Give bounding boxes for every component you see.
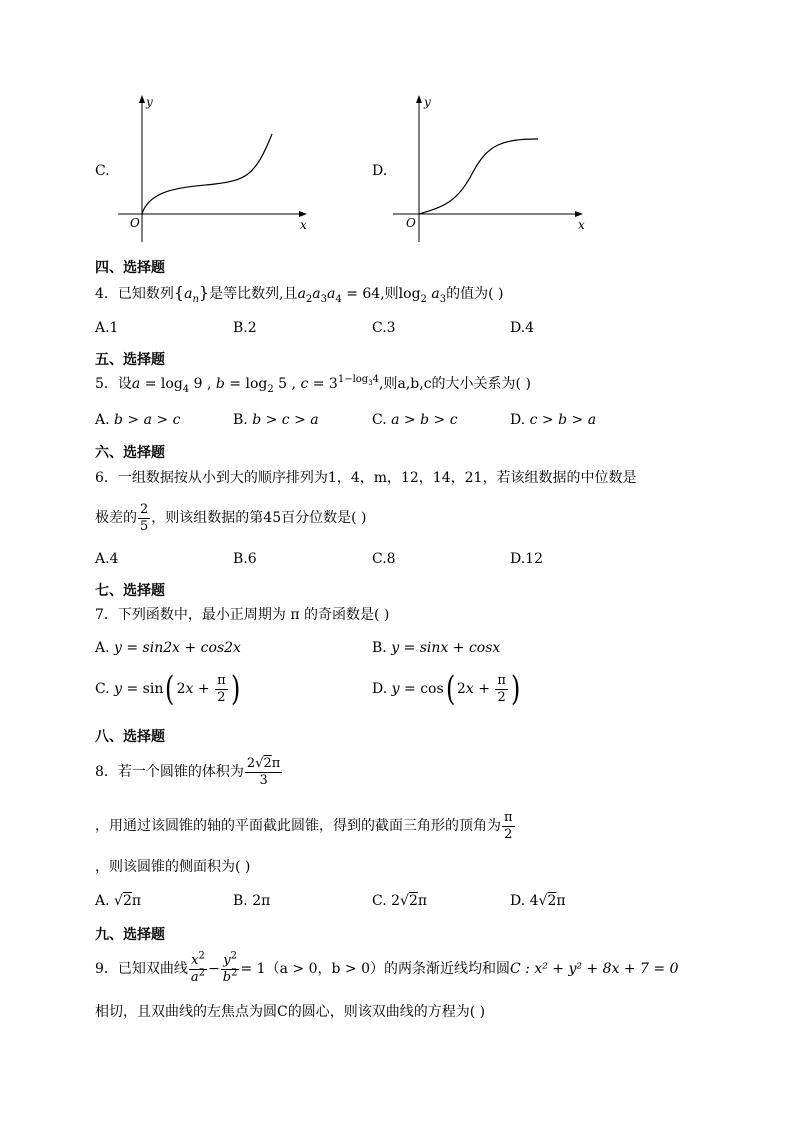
q9-stem: 9．已知双曲线 $\frac{x^2}{a^2}$ − $\frac{y^2}{b^2}$ = 1（a > 0，b > 0）的两条渐近线均和圆C : x² + y² + 8x + 7 = 0 — [95, 950, 679, 985]
graph-d-y-label: y — [424, 95, 431, 109]
graph-c — [110, 92, 310, 247]
q7-option-d[interactable]: D. y = cos( 2x + $\frac{\pi}{2}$ ) — [372, 669, 521, 709]
q5-heading: 五、选择题 — [95, 352, 165, 368]
q5-option-a[interactable]: A. b > a > c — [95, 412, 181, 428]
q6-option-a[interactable]: A.4 — [95, 551, 119, 567]
q8-option-d[interactable]: D. 4√2π — [510, 893, 566, 909]
q9-line2: 相切，且双曲线的左焦点为圆C的圆心，则该双曲线的方程为( ) — [95, 1004, 486, 1020]
q5-option-b[interactable]: B. b > c > a — [233, 412, 319, 428]
option-c-label: C. — [95, 163, 110, 179]
q5-option-d[interactable]: D. c > b > a — [510, 412, 597, 428]
q7-option-a[interactable]: A. y = sin2x + cos2x — [95, 640, 241, 656]
q4-option-c[interactable]: C.3 — [372, 320, 396, 336]
q8-option-b[interactable]: B. 2π — [233, 893, 271, 909]
q6-option-d[interactable]: D.12 — [510, 551, 543, 567]
graph-c-y-label: y — [146, 95, 153, 109]
q7-heading: 七、选择题 — [95, 583, 165, 599]
q6-option-b[interactable]: B.6 — [233, 551, 257, 567]
q8-option-c[interactable]: C. 2√2π — [372, 893, 428, 909]
graph-c-x-label: x — [300, 218, 307, 232]
graph-d — [388, 92, 588, 247]
q6-line2: 极差的 $\frac{2}{5}$ ，则该组数据的第45百分位数是( ) — [95, 502, 367, 534]
q8-option-a[interactable]: A. √2π — [95, 893, 142, 909]
graph-c-y-arrow — [139, 95, 145, 103]
q7-option-b[interactable]: B. y = sinx + cosx — [372, 640, 501, 656]
q7-stem: 7．下列函数中，最小正周期为 π 的奇函数是( ) — [95, 607, 390, 623]
q5-stem: 5．设$a = \log_4 9$ , $b = \log_2 5$ , $c = 3^{1-log_34}$,则a,b,c的大小关系为( ) — [95, 374, 531, 395]
q8-heading: 八、选择题 — [95, 729, 165, 745]
graph-d-origin: O — [406, 216, 416, 230]
q4-option-a[interactable]: A.1 — [95, 320, 119, 336]
q4-option-d[interactable]: D.4 — [510, 320, 535, 336]
q6-heading: 六、选择题 — [95, 445, 165, 461]
graph-d-y-arrow — [416, 95, 422, 103]
q4-stem: 4．已知数列$\{a_n\}$是等比数列,且$a_2a_3a_4 = 64$,则$\log_2 a_3$的值为( ) — [95, 283, 504, 305]
graph-c-curve — [142, 134, 272, 214]
q8-stem2: ，用通过该圆锥的轴的平面截此圆锥，得到的截面三角形的顶角为 $\frac{\pi}{2}$ — [95, 810, 513, 842]
q4-heading: 四、选择题 — [95, 260, 165, 276]
q4-option-b[interactable]: B.2 — [233, 320, 257, 336]
graph-c-origin: O — [130, 216, 140, 230]
graph-d-curve — [419, 139, 538, 214]
graph-c-x-arrow — [299, 211, 307, 217]
option-d-label: D. — [372, 163, 388, 179]
graph-d-x-arrow — [575, 211, 583, 217]
q6-line1: 6．一组数据按从小到大的顺序排列为1，4，m，12，14，21，若该组数据的中位数是 — [95, 470, 637, 486]
graph-d-x-label: x — [578, 218, 585, 232]
q5-option-c[interactable]: C. a > b > c — [372, 412, 458, 428]
q9-heading: 九、选择题 — [95, 927, 165, 943]
q6-option-c[interactable]: C.8 — [372, 551, 396, 567]
q8-stem1: 8．若一个圆锥的体积为 $\frac{2√2\pi}{3}$ — [95, 756, 281, 788]
q8-stem3: ，则该圆锥的侧面积为( ) — [95, 859, 251, 875]
q7-option-c[interactable]: C. y = sin( 2x + $\frac{\pi}{2}$ ) — [95, 669, 240, 709]
